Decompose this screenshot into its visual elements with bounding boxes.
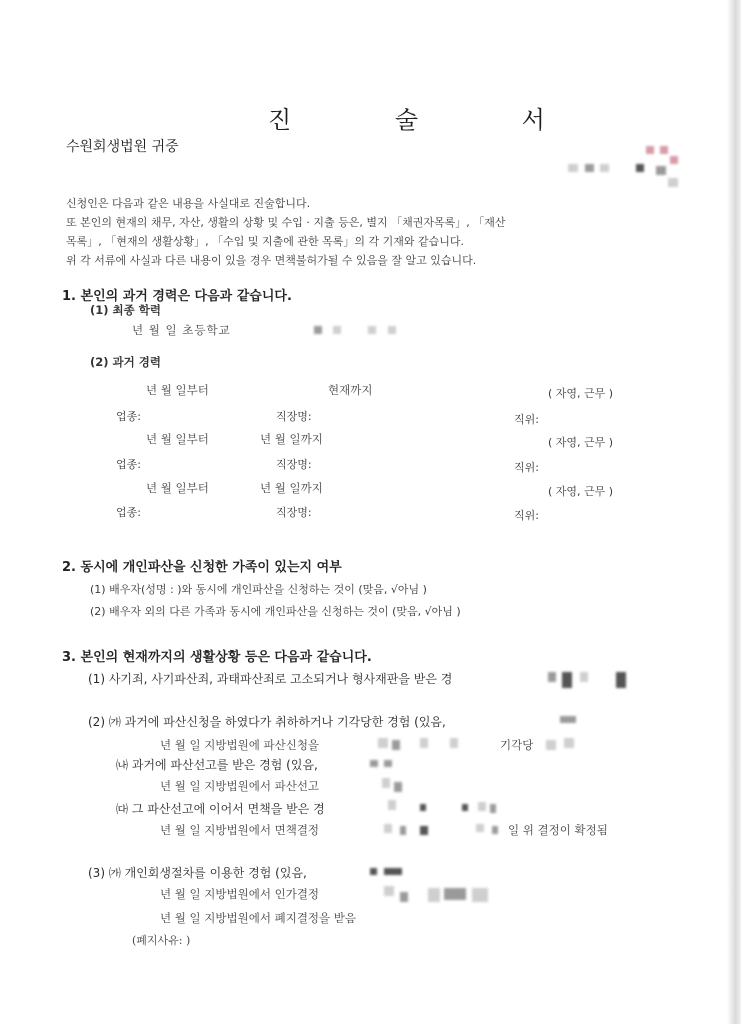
career-type: ( 자영, 근무 ) (548, 485, 614, 498)
redacted-block (428, 888, 440, 902)
discharge-detail-end: 일 위 결정이 확정됨 (508, 823, 608, 837)
redacted-block (585, 164, 594, 172)
redacted-block (562, 672, 572, 688)
bankruptcy-dismissed-item: (2) ㈎ 과거에 파산신청을 하였다가 취하하거나 기각당한 경험 (있음, (88, 715, 446, 729)
bankruptcy-declared-detail: 년 월 일 지방법원에서 파산선고 (160, 779, 320, 793)
career-label: (2) 과거 경력 (90, 355, 161, 369)
redacted-block (478, 802, 486, 811)
rehabilitation-dismissal-detail: 년 월 일 지방법원에서 폐지결정을 받음 (160, 911, 357, 925)
discharge-detail: 년 월 일 지방법원에서 면책결정 (160, 823, 320, 837)
court-addressee: 수원회생법원 귀중 (66, 139, 179, 155)
career-type: ( 자영, 근무 ) (548, 436, 614, 449)
intro-line-1: 신청인은 다음과 같은 내용을 사실대로 진술합니다. (66, 197, 311, 210)
redacted-block (384, 760, 392, 767)
redacted-block (560, 716, 576, 723)
redacted-block (400, 892, 408, 902)
intro-line-3: 목록」, 「현재의 생활상황」, 「수입 및 지출에 관한 목록」의 각 기재와 같습니다. (66, 235, 464, 248)
redacted-block (420, 738, 428, 748)
redacted-block (616, 672, 626, 688)
redacted-block (400, 826, 406, 835)
career-position: 직위: (514, 461, 539, 474)
redacted-block (384, 868, 402, 875)
redacted-block (388, 800, 396, 810)
career-from: 년 월 일부터 (146, 432, 209, 446)
career-to: 년 월 일까지 (260, 481, 323, 495)
redacted-block (384, 824, 392, 833)
redacted-block (568, 164, 578, 172)
redacted-block (670, 156, 678, 164)
page-edge-shadow (727, 0, 741, 1024)
redacted-block (388, 326, 396, 334)
redacted-block (492, 826, 498, 834)
intro-line-2: 또 본인의 현재의 채무, 자산, 생활의 상황 및 수입 · 지출 등은, 별지 「채권자목록」, 「재산 (66, 216, 506, 229)
career-to: 년 월 일까지 (260, 432, 323, 446)
bankruptcy-dismissed-detail-end: 기각당 (500, 738, 534, 752)
redacted-block (462, 804, 468, 811)
redacted-block (656, 166, 666, 175)
dismissal-reason: (폐지사유: ) (132, 934, 191, 947)
bankruptcy-declared-item: ㈏ 과거에 파산선고를 받은 경험 (있음, (116, 758, 318, 772)
redacted-block (564, 738, 574, 748)
redacted-block (580, 672, 588, 682)
career-industry: 업종: (116, 458, 141, 471)
redacted-block (548, 672, 556, 682)
document-title: 진 술 서 (268, 106, 593, 134)
redacted-block (370, 868, 377, 875)
career-from: 년 월 일부터 (146, 481, 209, 495)
education-line: 년 월 일 초등학교 (132, 323, 231, 337)
career-company: 직장명: (276, 410, 312, 423)
intro-line-4: 위 각 서류에 사실과 다른 내용이 있을 경우 면책불허가될 수 있음을 잘 알고 있습니다. (66, 254, 477, 267)
section-3-heading: 3. 본인의 현재까지의 생활상황 등은 다음과 같습니다. (62, 650, 372, 665)
redacted-block (333, 326, 341, 334)
career-industry: 업종: (116, 506, 141, 519)
section-2-heading: 2. 동시에 개인파산을 신청한 가족이 있는지 여부 (62, 560, 342, 575)
redacted-block (378, 738, 388, 748)
career-industry: 업종: (116, 410, 141, 423)
career-position: 직위: (514, 509, 539, 522)
education-label: (1) 최종 학력 (90, 303, 161, 317)
redacted-block (660, 146, 668, 154)
family-line: (2) 배우자 외의 다른 가족과 동시에 개인파산을 신청하는 것이 (맞음, √아님 ) (90, 605, 461, 618)
discharge-item: ㈐ 그 파산선고에 이어서 면책을 받은 경 (116, 802, 325, 816)
career-type: ( 자영, 근무 ) (548, 387, 614, 400)
redacted-block (646, 146, 654, 154)
redacted-block (636, 164, 644, 172)
redacted-block (490, 804, 496, 813)
redacted-block (546, 740, 556, 750)
career-company: 직장명: (276, 458, 312, 471)
career-position: 직위: (514, 413, 539, 426)
redacted-block (420, 804, 426, 811)
redacted-block (394, 782, 402, 792)
redacted-block (370, 760, 378, 767)
rehabilitation-approval-detail: 년 월 일 지방법원에서 인가결정 (160, 887, 320, 901)
redacted-block (382, 778, 390, 788)
redacted-block (392, 740, 400, 750)
spouse-line: (1) 배우자(성명 : )와 동시에 개인파산을 신청하는 것이 (맞음, √아님 ) (90, 583, 427, 596)
redacted-block (476, 824, 484, 832)
redacted-block (600, 164, 609, 172)
redacted-block (420, 826, 428, 835)
redacted-block (450, 738, 458, 748)
redacted-block (668, 178, 678, 187)
career-company: 직장명: (276, 506, 312, 519)
career-to: 현재까지 (328, 383, 373, 397)
redacted-block (314, 326, 322, 334)
career-from: 년 월 일부터 (146, 383, 209, 397)
criminal-item: (1) 사기죄, 사기파산죄, 과태파산죄로 고소되거나 형사재판을 받은 경 (88, 672, 453, 686)
rehabilitation-item: (3) ㈎ 개인회생절차를 이용한 경험 (있음, (88, 866, 307, 880)
redacted-block (368, 326, 376, 334)
redacted-block (384, 886, 394, 896)
bankruptcy-dismissed-detail: 년 월 일 지방법원에 파산신청을 (160, 738, 320, 752)
redacted-block (444, 888, 466, 900)
section-1-heading: 1. 본인의 과거 경력은 다음과 같습니다. (62, 289, 292, 304)
redacted-block (472, 888, 488, 902)
